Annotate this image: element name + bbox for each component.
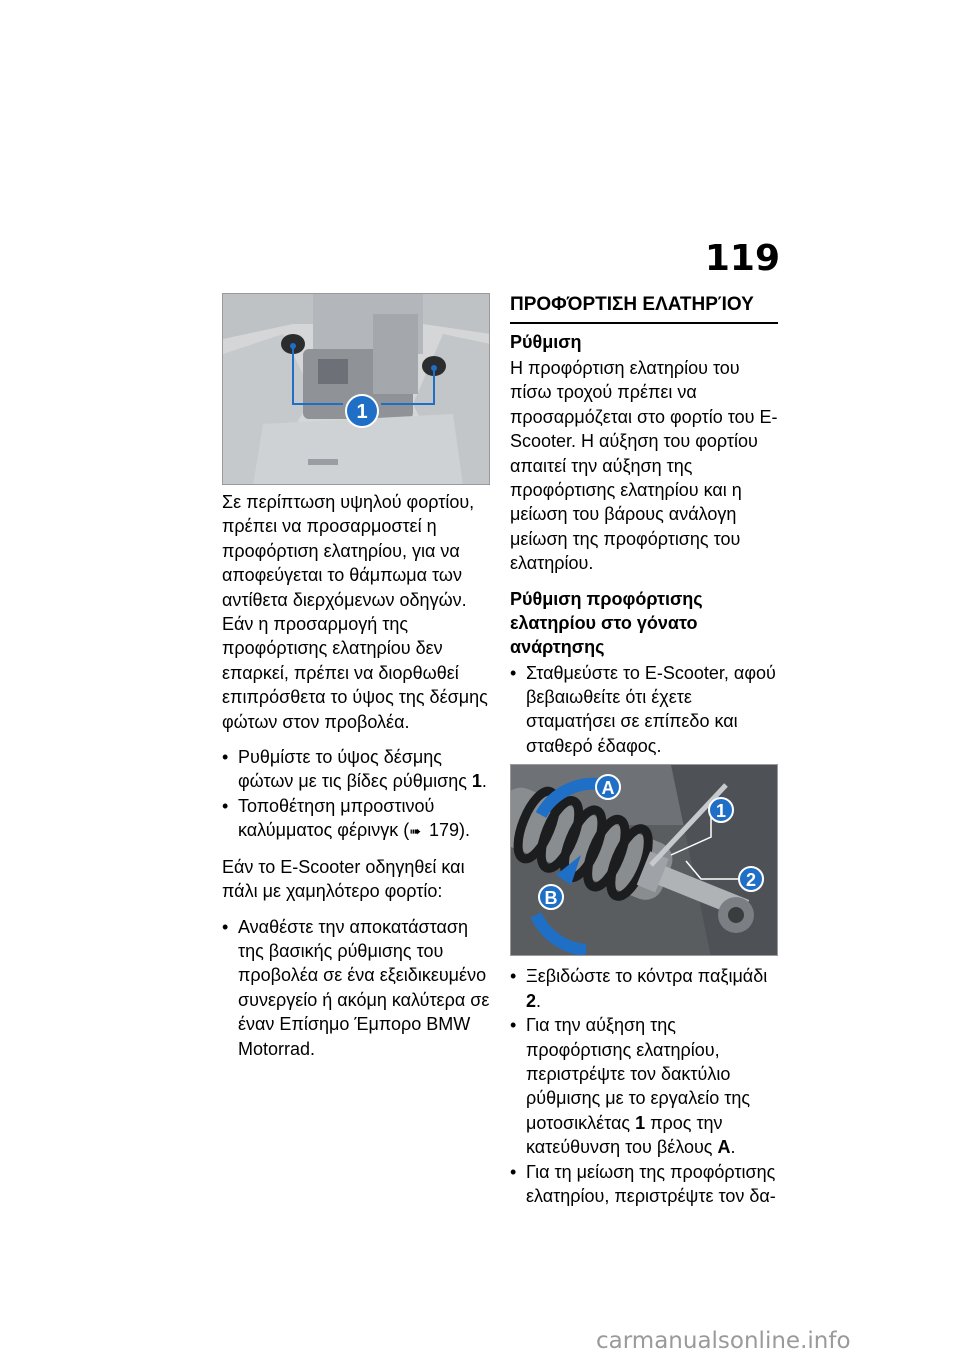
list-item: • Ρυθμίστε το ύψος δέσμης φώτων με τις βίδες ρύθμισης 1. [222,745,490,794]
list-item: • Για τη μείωση της προφόρτισης ελατηρίου, περιστρέψτε τον δα- [510,1160,778,1209]
list-item: • Σταθμεύστε το E-Scooter, αφού βεβαιωθείτε ότι έχετε σταματήσει σε επίπεδο και σταθερό έδαφος. [510,661,778,759]
callout-1-label: 1 [715,801,727,822]
page-number: 119 [704,238,780,279]
ref-a: A [717,1137,731,1158]
headlight-adjustment-photo [222,293,490,485]
spring-preload-photo [510,764,778,956]
callout-1-label: 1 [356,401,368,423]
watermark: carmanualsonline.info [596,1328,851,1354]
ref-2: 2 [526,990,537,1011]
list-item: • Αναθέστε την αποκατάσταση της βασικής ρύθμισης του προβολέα σε ένα εξειδικευμένο συνεργείο ή ακόμη καλύτερα σε έναν Επίσημο Έμπορο BMW Motorrad. [222,915,490,1061]
headlight-illustration [223,294,490,485]
right-column [510,293,778,1219]
subheading-setting: Ρύθμιση [510,332,582,352]
list-item: • Για την αύξηση της προφόρτισης ελατηρίου, περιστρέψτε τον δακτύλιο ρύθμισης με το εργαλείο της μοτοσικλέτας 1 προς την κατεύθυνση του βέλους A. [510,1013,778,1159]
lower-load-paragraph: Εάν το E-Scooter οδηγηθεί και πάλι με χαμηλότερο φορτίο: [222,856,465,902]
section-title: ΠΡΟΦΌΡΤΙΣΗ ΕΛΑΤΗΡΊΟΥ [510,293,778,324]
parking-steps [510,661,778,759]
ref-1: 1 [471,771,482,792]
spring-preload-paragraph: Η προφόρτιση ελατηρίου του πίσω τροχού πρέπει να προσαρμόζεται στο φορτίο του E-Scooter. Η αύξηση του φορτίου απαιτεί την αύξηση της προφόρτισης ελατηρίου και η μείωση του βάρους ανάλογη μείωση της προφόρτισης του ελατηρίου. [510,358,778,574]
list-item: • Ξεβιδώστε το κόντρα παξιμάδι 2. [510,964,778,1013]
page-reference: 179). [423,820,470,841]
shock-absorber-illustration [511,765,778,956]
subheading-preload-adjustment: Ρύθμιση προφόρτισης ελατηρίου στο γόνατο ανάρτησης [510,588,703,657]
restore-steps [222,915,490,1061]
page-reference-arrow-icon: ➠ [409,823,421,840]
headlight-steps [222,745,490,844]
preload-steps [510,964,778,1208]
ref-1: 1 [635,1112,646,1133]
list-item: • Τοποθέτηση μπροστινού καλύμματος φέρινγκ (➠ 179). [222,794,490,844]
callout-a-label: A [601,778,615,799]
intro-paragraph: Σε περίπτωση υψηλού φορτίου, πρέπει να προσαρμοστεί η προφόρτιση ελατηρίου, για να αποφεύγεται το θάμπωμα των αντίθετα διερχόμενων οδηγών. Εάν η προσαρμογή της προφόρτισης ελατηρίου δεν επαρκεί, πρέπει να διορθωθεί επιπρόσθετα το ύψος της δέσμης φώτων στον προβολέα. [222,492,488,732]
left-column [222,293,490,1072]
callout-2-label: 2 [745,870,757,891]
callout-b-label: B [544,888,558,909]
